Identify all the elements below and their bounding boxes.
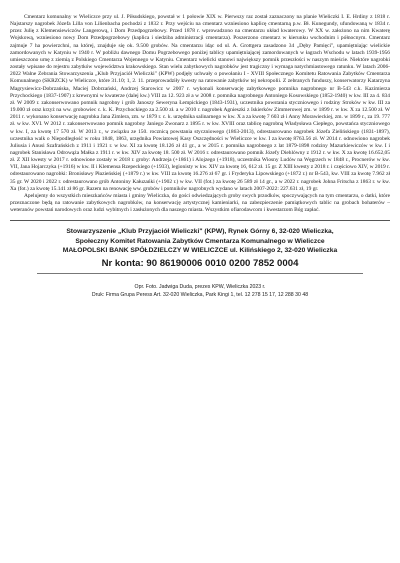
colophon-author: Opr. Foto. Jadwiga Duda, prezes KPW, Wieliczka 2023 r.: [134, 283, 266, 290]
footer-account-number: Nr konta: 90 86190006 0010 0200 7852 0004: [101, 257, 299, 269]
colophon: [10, 283, 390, 299]
colophon-divider: [37, 273, 364, 274]
colophon-printer: Druk: Firma Grupa Peress Art. 32-020 Wieliczka, Park Kingi 1, tel. 12 278 15 17, 12 288 30 48: [91, 291, 309, 298]
footer-association: Stowarzyszenie „Klub Przyjaciół Wieliczki" (KPW), Rynek Górny 6, 32-020 Wieliczka,: [66, 228, 334, 236]
article-body: [10, 14, 390, 214]
article-paragraph-appeal: Apelujemy do wszystkich mieszkańców miasta i gminy Wieliczka, do gości odwiedzających groby swych przodków, spoczywających na tym cmentarzu, o datki, które przeznaczone będą na ratowanie zabytkowych nagrobków, na konserwację artystycznej kamieniarki, na zabezpieczenie pamiątkowych tablic na grobach bohaterów – weteranów powstań narodowych oraz ludzi wybitnych i zasłużonych dla naszego miasta. Wszystkim ofiarodawcom i kwestarzom Bóg zapłać.: [10, 192, 390, 214]
footer-bank: MAŁOPOLSKI BANK SPÓŁDZIELCZY W WIELICZCE ul. Kilińskiego 2, 32-020 Wieliczka: [62, 247, 338, 255]
footer: [10, 227, 390, 269]
article-paragraph-history: Cmentarz komunalny w Wieliczce przy ul. J. Piłsudskiego, powstał w 1 połowie XIX w. Pierwszy raz został zaznaczony na planie Wieliczki I. E. Hrdiny z 1818 r. Najstarszy nagrobek Józefa Lilla von Lilienbacha pochodzi z 1832 r. Przy wejściu na cmentarz wzniesiono kaplicę cmentarną p.w. Bł. Kunegundy, ufundowaną w 1834 r. przez Julię z Klemensiewiczów Langerową, i Dom Przedpogrzebowy. Przed 1878 r. wprowadzono na cmentarzu układ kwaterowy. W XX w. założono na nim Kwaterę Wojskową, wzniesiono nowy Dom Przedpogrzebowy (kaplica i siedziba administracji cmentarza). Poszerzono cmentarz w kierunku wschodnim i północnym. Cmentarz zajmuje 7 ha powierzchni, na której, znajduje się ok. 9.500 grobów. Na cmentarzu idąc od ul. A. Grottgera zasadzono 34 „Dęby Pamięci", upamiętniając wielickie zamordowanych w Katyniu w 1940 r. W pobliżu dawnego Domu Pogrzebowego poniżej tablicy upamiętniającej zamordowanych w łagrach Wschodu w latach 1939-1956 umieszczono urnę z ziemią z Polskiego Cmentarza Wojennego w Katyniu. Cmentarz wielicki stanowi największy pomnik przeszłości w naszym mieście. Niektóre nagrobki zostały wpisane do rejestru zabytków województwa krakowskiego. Stan wielu zabytkowych nagrobków jest tragiczny i wymaga natychmiastowego ratunku. W latach 2006-2022 Walne Zebrania Stowarzyszenia „Klub Przyjaciół Wieliczki" (KPW) podjęły uchwały o powołaniu I - XVIII Społecznego Komitetu Ratowania Zabytków Cmentarza Komunalnego (SKRZCK) w Wieliczce, które 31.10; 1, 2. 11. przeprowadziły kwesty na ratowanie zabytków tej nekropolii. Z zebranych funduszy, konserwatorzy Katarzyna Magrysiewicz-Dobrzańska, Maciej Dobrzański, Andrzej Starowicz w 2007 r. wykonali konserwację zabytkowego pomnika nagrobnego nr B-543 c.k. Kazimierza Przychockiego (1837-1907) z krewnymi w kwaterze (dalej kw.) VIII za 12. 923 zł a w 2008 r. pomnika nagrobnego Antoniego Kosowskiego (1852-1940) w kw. III za 4. 834 zł. W 2009 r. zakonserwowano pomnik nagrobny i grób Janoszy Seweryna Łempickiego (1843-1931), uczestnika powstania styczniowego i rodziny Stroków w kw. III za 19.000 zł oraz krzyż na ww. grobowiec c. k. K. Przychockiego za 2.500 zł. a w 2010 r. nagrobek Agnieszki z Iskierków Zimmerowej zm. w 1899 r. w kw. X za 12.500 zł. W 2011 r. wykonano konserwację nagrobka Jana Zimlera, zm. w 1879 r. c. k. urzędnika salinarnego w kw. X a za kwotę 7 603 zł i Anny Morawieckiej, zm. w 1899 r., za 19. 777 zł. w kw. XVI. W 2012 r. zakonserwowano pomnik nagrobny Janiego Zwonarz z 1895 r. w kw. XVIII oraz tablicę nagrobną Władysława Ciepłego, powstańca styczniowego w kw. I, za kwotę 17 570 zł. W 2013 r., w związku ze 150. rocznicą powstania styczniowego (1863-2013), odrestaurowano nagrobek Józefa Zielińskiego (1831-1897), uczestnika walk o Niepodległość w roku 1848, 1863, urzędnika Powiatowej Kasy Oszczędności w Wieliczce w kw. I za kwotę 8763.56 zł. W 2014 r. odnowiono nagrobek Juliusia i Anusi Szafrańskich z 1911 i 1921 r. w kw. XI za kwotę 18.126 zł 41 gr., a w 2015 r. pomnika nagrobnego z lat 1879-1898 rodziny Mazurkiewiczów w kw. I i nagrobek Stanisława Odrowąża Małka z 1911 r. w kw. XIV za kwotę 18. 500 zł. W 2016 r. odrestaurowano pomnik Józefy Diehlówny z 1912 r. w kw. X za kwotę 16.652,05 zł. Z XII kwesty w 2017 r. odnowione zostały w 2018 r. groby: Andrzeja (+1861) i Alojzego (+1918), uczestnika Wiosny Ludów na Węgrzech w 1848 r., Procnerów w kw. VII, Jana Hojarczyka (+1916) w kw. II i Klemensa Rzepeckiego (+1933), legionisty w kw. XIV za kwotę 16, 612 zł. 15 gr. Z XIII kwesty z 2018 r. i częściowo XIV, w 2019 r. odrestaurowano nagrobki: Bronisławy Płazieńskiej (+1879 r.) w kw. VIII za kwotę 16.276 zł 67 gr. i Fryderyka Lipowskiego (+1872 r.) nr B-543, kw. VIII za kwotę 7.962 zł 35 gr. W 2020 i 2022 r. odrestaurowano grób Antoniny Kałuzańki (+1902 r.) w kw. VII (fot.) za kwotę 26 589 zł 14 gr., a w 2022 r. nagrobek Johna Fritscha z 1863 r. w kw. Xa (fot.) za kwotę 15.141 zł 86 gr. Razem na renowację ww. grobów i pomników nagrobnych wydano w latach 2007-2022: 227.631 zł, 19 gr.: [10, 14, 390, 192]
footer-divider: [10, 220, 390, 221]
footer-committee: Społeczny Komitet Ratowania Zabytków Cmentarza Komunalnego w Wieliczce: [75, 237, 325, 245]
